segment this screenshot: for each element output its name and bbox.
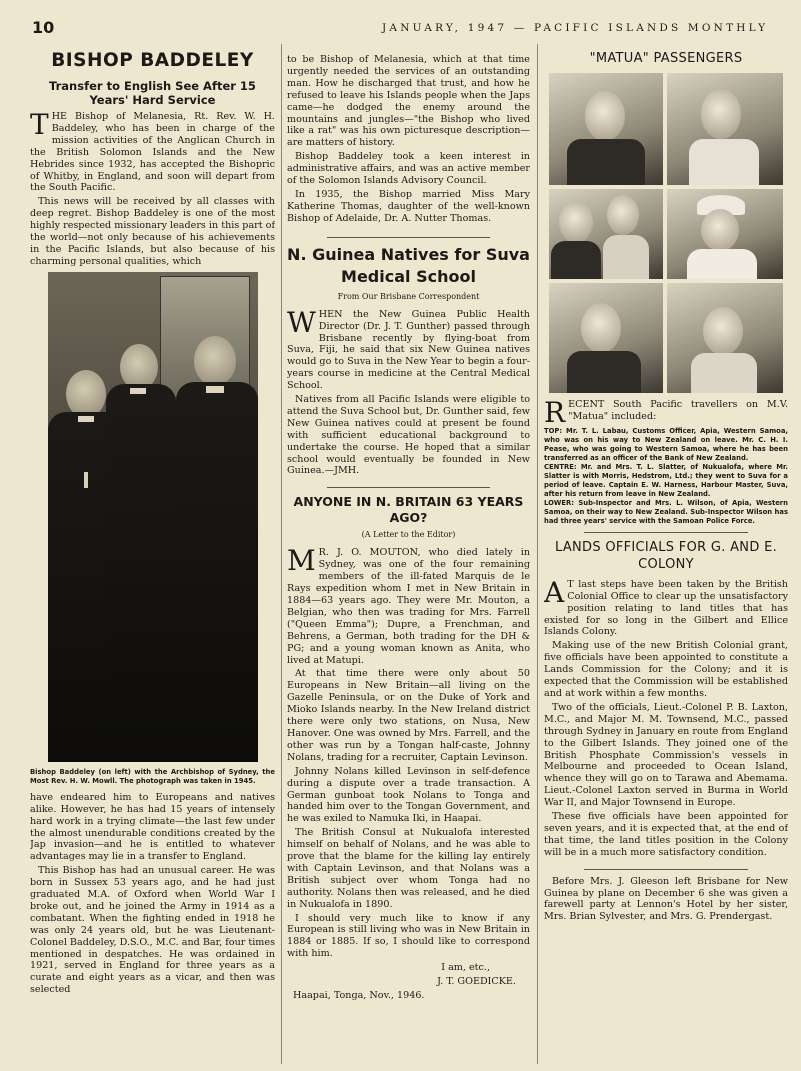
passenger-photo [549, 189, 663, 279]
column-rule [537, 44, 538, 1064]
column-left [30, 44, 275, 1066]
passenger-photo [667, 189, 783, 279]
matua-caption-top: TOP: Mr. T. L. Labau, Customs Officer, Apia, Western Samoa, who was on his way to New Zealand on leave. Mr. C. H. I. Pease, who was going to Western Samoa, where he has been transferred as an officer of the Bank of New Zealand. [544, 426, 788, 462]
running-head: JANUARY, 1947 — PACIFIC ISLANDS MONTHLY [382, 22, 769, 34]
section-divider [327, 237, 490, 238]
guinea-paragraph: Natives from all Pacific Islands were eligible to attend the Suva School but, Dr. Gunther said, few New Guinea natives could at present be found with sufficient educational background to undertake the course. He hoped that a similar school would eventually be founded in New Guinea.—JMH. [287, 394, 530, 477]
matua-photo-grid [549, 73, 783, 393]
column-middle [287, 44, 530, 1066]
drop-cap: W [287, 305, 316, 339]
lands-paragraph: A T last steps have been taken by the British Colonial Office to clear up the unsatisfactory position relating to land titles that has existed for so long in the Gilbert and Ellice Islands Colony. [544, 575, 788, 638]
bishop-subheadline: Transfer to English See After 15 Years' Hard Service [49, 79, 256, 107]
drop-cap: A [544, 575, 565, 609]
matua-caption-lower: LOWER: Sub-Inspector and Mrs. L. Wilson, of Apia, Western Samoa, on their way to New Zealand. Sub-Inspector Wilson has had three years' service with the Samoan Police Force. [544, 498, 788, 525]
column-right [544, 44, 788, 1066]
britain-paragraph: Johnny Nolans killed Levinson in self-defence during a dispute over a trade transaction. A German gunboat took Nolans to Tonga and handed him over to the Tongan Government, and he was exiled to Namuka Iki, in Haapai. [287, 765, 530, 825]
bishop-headline: BISHOP BADDELEY [51, 50, 254, 71]
passenger-photo [549, 73, 663, 185]
drop-cap: R [544, 396, 566, 429]
bishop-paragraph: In 1935, the Bishop married Miss Mary Katherine Thomas, daughter of the well-known Bishop of Adelaide, Dr. A. Nutter Thomas. [287, 188, 530, 224]
gleeson-paragraph: Before Mrs. J. Gleeson left Brisbane for New Guinea by plane on December 6 she was given a farewell party at Lennon's Hotel by her sister, Mrs. Brian Sylvester, and Mrs. G. Prendergast. [544, 875, 788, 923]
guinea-byline: From Our Brisbane Correspondent [337, 291, 480, 301]
bishop-paragraph: This news will be received by all classes with deep regret. Bishop Baddeley is one of the most highly respected missionary leaders in this part of the world—not only because of his achievements in the Pacific Islands, but also because of his charming personal qualities, which [30, 196, 275, 267]
britain-headline: ANYONE IN N. BRITAIN 63 YEARS AGO? [293, 494, 524, 526]
bishop-paragraph: Bishop Baddeley took a keen interest in administrative affairs, and was an active member of the Solomon Islands Advisory Council. [287, 151, 530, 187]
lands-paragraph: Making use of the new British Colonial grant, five officials have been appointed to constitute a Lands Commission for the Colony; and it is expected that the Commission will be established and at work within a few months. [544, 640, 788, 699]
page-header [0, 0, 801, 40]
letter-closing: I am, etc., [441, 962, 490, 974]
section-divider [327, 487, 490, 488]
drop-cap: M [287, 544, 316, 578]
bishop-paragraph: THE Bishop of Melanesia, Rt. Rev. W. H. Baddeley, who has been in charge of the mission activities of the Anglican Church in the British Solomon Islands and the New Hebrides since 1932, has accepted the Bishopric of Whitby, in England, and soon will depart from the South Pacific. [30, 108, 275, 194]
lands-headline: LANDS OFFICIALS FOR G. AND E. COLONY [554, 539, 778, 572]
bishop-photo [48, 272, 258, 762]
guinea-paragraph: WHEN the New Guinea Public Health Director (Dr. J. T. Gunther) passed through Brisbane recently by flying-boat from Suva, Fiji, he said that six New Guinea natives would go to Suva in the New Year to begin a four-years course in medicine at the Central Medical School. [287, 305, 530, 392]
drop-cap: T [30, 108, 49, 141]
letter-dateline: Haapai, Tonga, Nov., 1946. [293, 990, 425, 1001]
matua-headline: "MATUA" PASSENGERS [589, 51, 743, 66]
britain-paragraph: M R. J. O. MOUTON, who died lately in Sydney, was one of the four remaining members of the ill-fated Marquis de le Rays expedition whom I met in New Britain in 1884—63 years ago. They were Mr. Mouton, a Belgian, who then was trading for Mrs. Farrell ("Queen Emma"); Dupre, a Frenchman, and Behrens, a German, both trading for the DH & PG; and a young woman known as Anita, who lived at Matupi. [287, 544, 530, 666]
section-divider [584, 532, 748, 533]
passenger-photo [549, 283, 663, 393]
britain-paragraph: At that time there were only about 50 Europeans in New Britain—all living on the Gazelle Peninsula, or on the Duke of York and Mioko Islands nearby. In the New Ireland district there were only two stations, on Nusa, New Hanover. One was owned by Mrs. Farrell, and the other was run by a Tongan half-caste, Johnny Nolans, trading for a recruiter, Captain Levinson. [287, 668, 530, 763]
bishop-photo-caption: Bishop Baddeley (on left) with the Archbishop of Sydney, the Most Rev. H. W. Mowll. The photograph was taken in 1945. [30, 767, 275, 785]
lands-paragraph: These five officials have been appointed for seven years, and it is expected that, at the end of that time, the land titles position in the Colony will be in a much more satisfactory condition. [544, 811, 788, 858]
bishop-paragraph: This Bishop has had an unusual career. He was born in Sussex 53 years ago, and he had just graduated M.A. of Oxford when World War I broke out, and he joined the Army in 1914 as a combatant. When the fighting ended in 1918 he was only 24 years old, but he was Lieutenant-Colonel Baddeley, D.S.O., M.C. and Bar, four times mentioned in despatches. He was ordained in 1921, served in England for three years as a curate and eight years as a vicar, and then was selected [30, 865, 275, 996]
letter-signature: J. T. GOEDICKE. [437, 976, 516, 988]
matua-caption-centre: CENTRE: Mr. and Mrs. T. L. Slatter, of Nukualofa, where Mr. Slatter is with Morris, Hedstrom, Ltd.; they went to Suva for a period of leave. Captain E. W. Harness, Harbour Master, Suva, after his return from leave in New Zealand. [544, 462, 788, 498]
britain-paragraph: I should very much like to know if any European is still living who was in New Britain in 1884 or 1885. If so, I should like to correspond with him. [287, 912, 530, 960]
britain-paragraph: The British Consul at Nukualofa interested himself on behalf of Nolans, and he was able to prove that the blame for the killing lay entirely with Captain Levinson, and that Nolans was a British subject over whom Tonga had no authority. Nolans then was released, and he died in Nukualofa in 1890. [287, 827, 530, 910]
britain-byline: (A Letter to the Editor) [361, 530, 456, 540]
lands-paragraph: Two of the officials, Lieut.-Colonel P. B. Laxton, M.C., and Major M. M. Townsend, M.C., passed through Sydney in January en route from England to the Gilbert Islands. They joined one of the British Phosphate Commission's vessels in Melbourne and proceeded to Ocean Island, whence they will go on to Tarawa and Abemama. Lieut.-Colonel Laxton served in Burma in World War II, and Major Townsend in Europe. [544, 701, 788, 809]
page-number: 10 [32, 18, 55, 37]
guinea-headline: N. Guinea Natives for Suva Medical School [287, 244, 530, 286]
passenger-photo [667, 283, 783, 393]
section-divider [584, 869, 748, 870]
bishop-paragraph: to be Bishop of Melanesia, which at that time urgently needed the services of an outstanding man. How he discharged that trust, and how he refused to leave his Islands people when the Japs came—he dodged the enemy around the mountains and jungles—"the Bishop who lived like a rat" was his own picturesque description—are matters of history. [287, 54, 530, 149]
bishop-paragraph: have endeared him to Europeans and natives alike. However, he has had 15 years of intensely hard work in a trying climate—the last few under the almost unendurable conditions created by the Jap invasion—and he is entitled to whatever advantages may lie in a transfer to England. [30, 791, 275, 863]
passenger-photo [667, 73, 783, 185]
matua-intro: RECENT South Pacific travellers on M.V. "Matua" included: [544, 396, 788, 429]
column-rule [281, 44, 282, 1064]
